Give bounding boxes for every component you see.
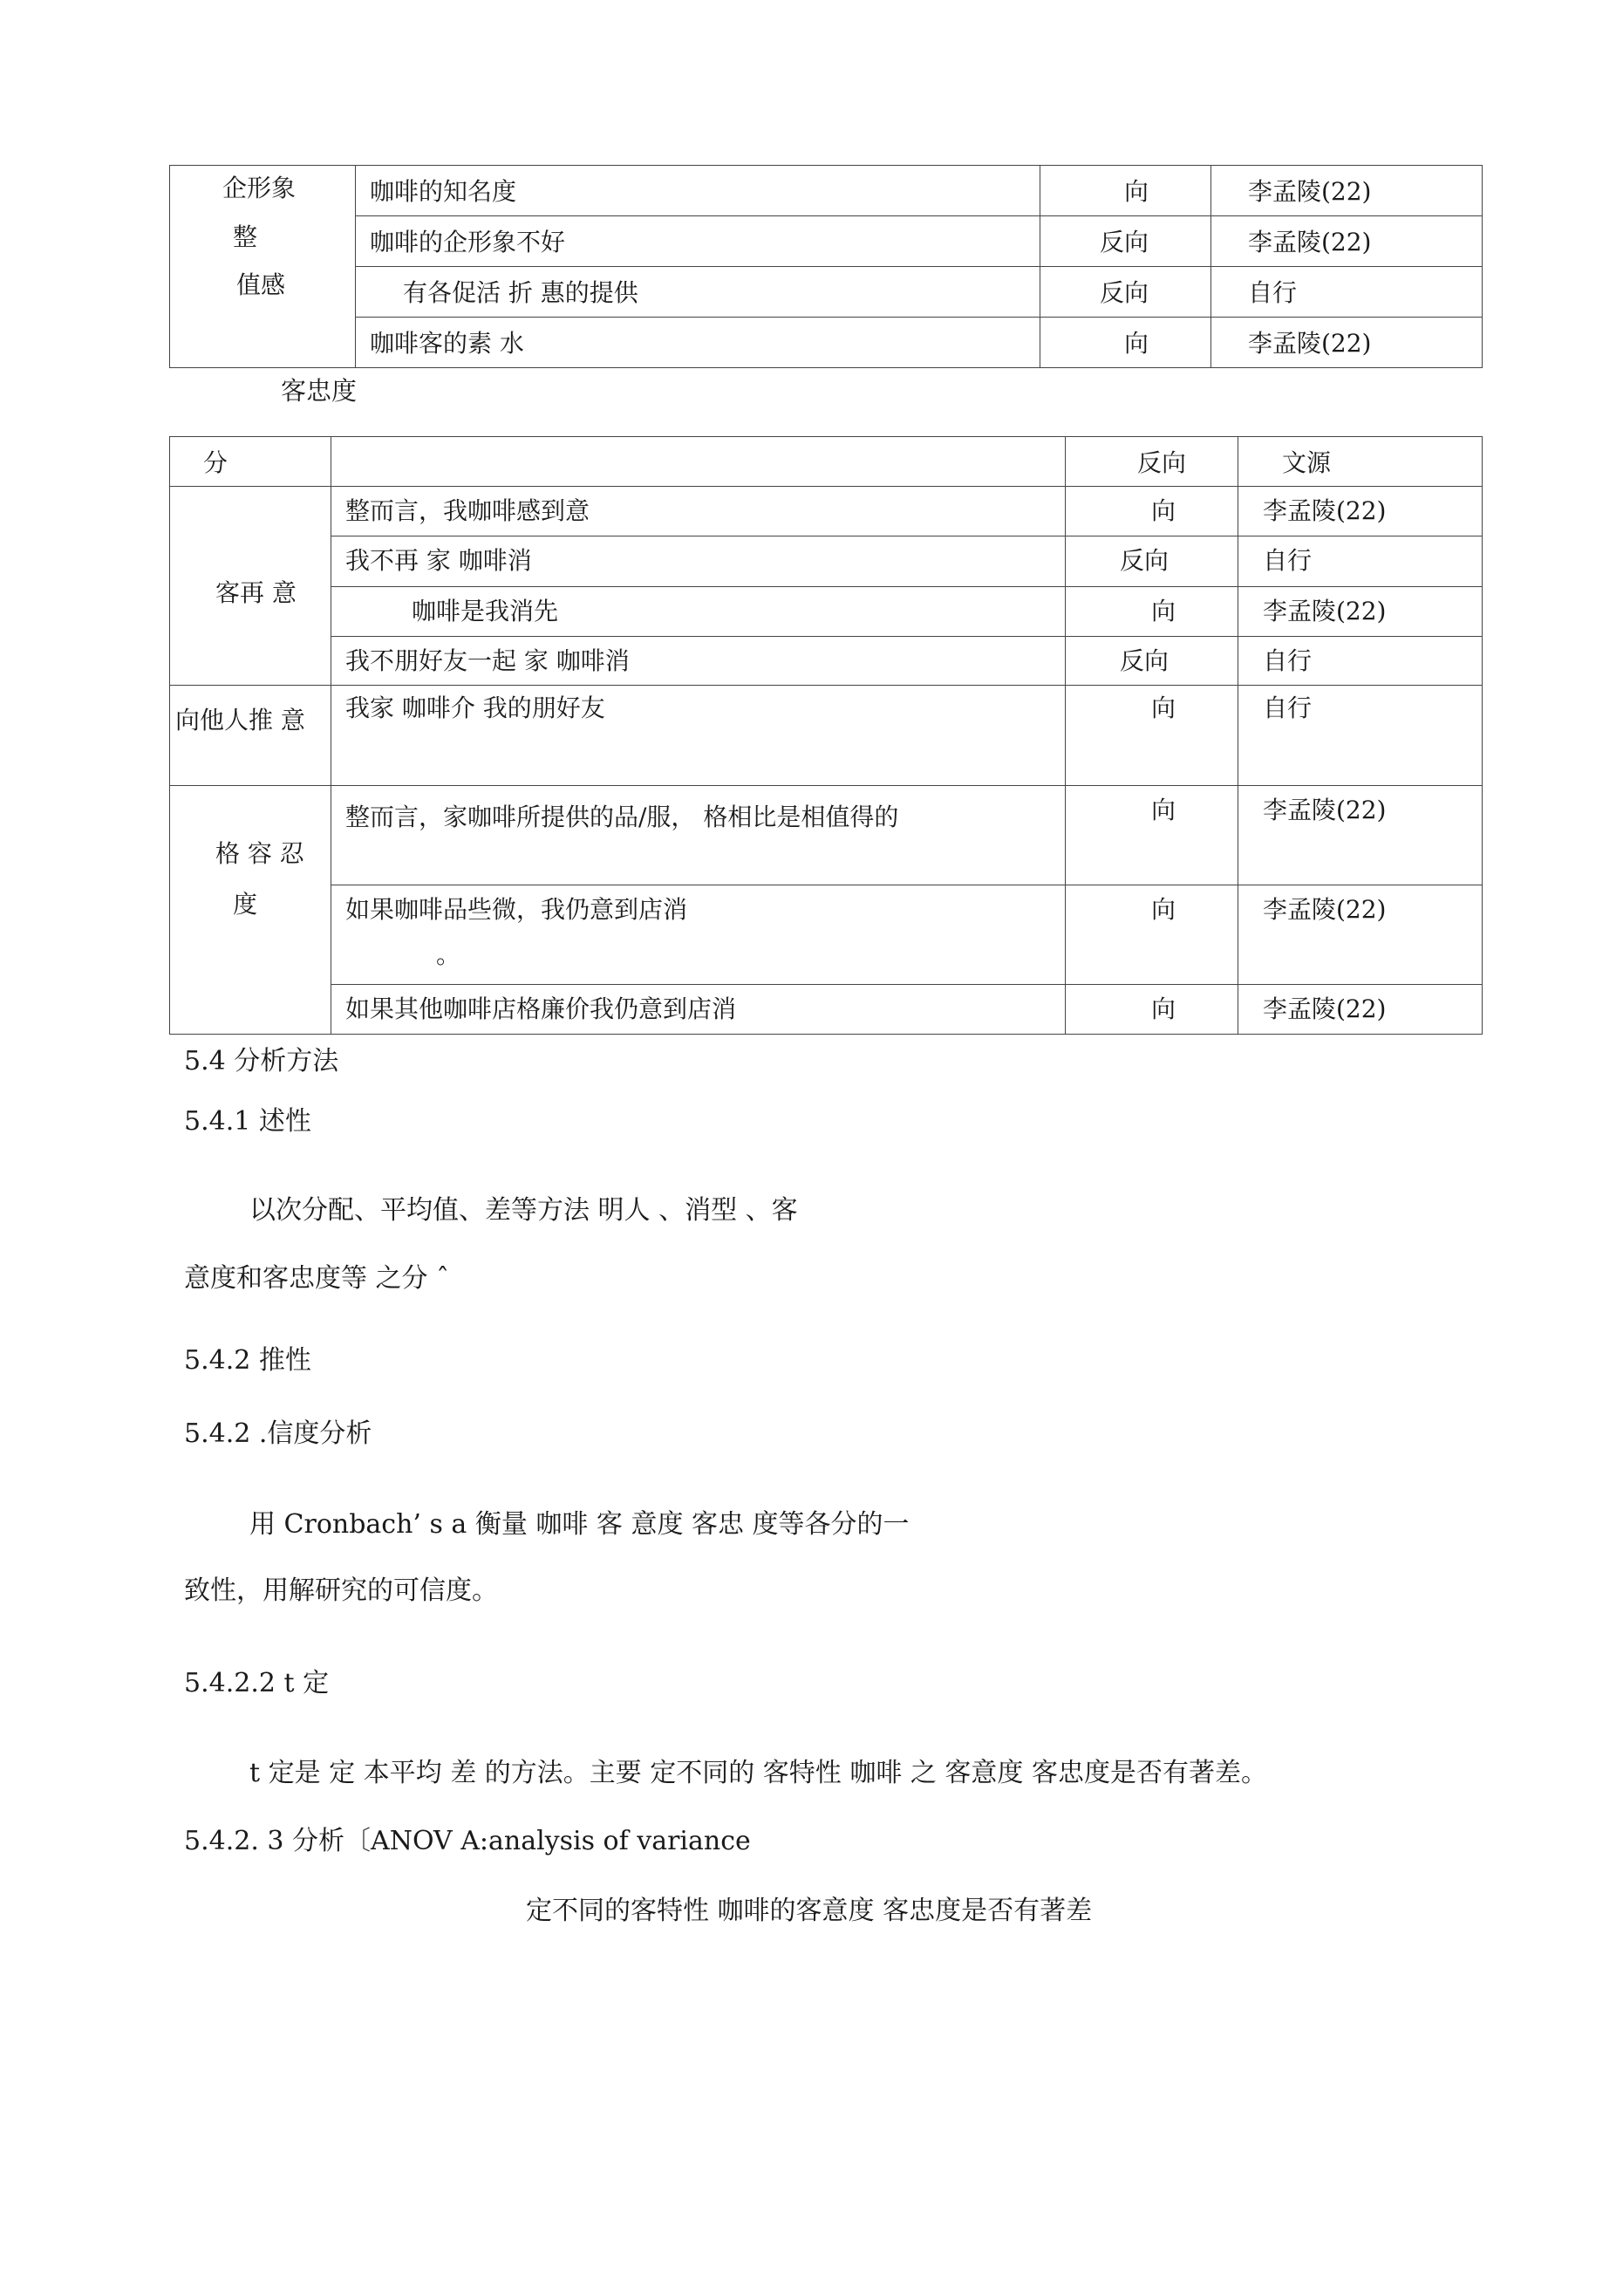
source-text: 李孟陵(22) [1248,177,1372,206]
source-cell [1238,487,1483,536]
source-text: 自行 [1263,694,1313,722]
item-cell [356,318,1040,368]
group-label-line: 值感 [236,270,286,299]
source-text: 自行 [1263,546,1313,575]
source-text: 李孟陵(22) [1263,597,1387,625]
item-cell [331,885,1066,985]
paragraph-line: 用 Cronbach’ s a 衡量 咖啡 客 意度 客忠 度等各分的一 [249,1509,910,1540]
source-text: 李孟陵(22) [1263,796,1387,824]
group-cell [170,166,356,368]
direction-text: 向 [1151,496,1176,525]
direction-cell [1066,985,1238,1035]
loyalty-table [169,436,1483,1035]
item-cell [331,637,1066,686]
item-cell [356,267,1040,318]
header-text: 文源 [1282,448,1332,477]
item-text: 我不朋好友一起 家 咖啡消 [345,646,630,675]
direction-cell [1066,637,1238,686]
direction-cell [1066,536,1238,587]
group-cell [170,686,331,786]
source-cell [1211,216,1483,267]
header-source [1238,437,1483,487]
paragraph-line: 致性，用解研究的可信度。 [184,1575,498,1606]
direction-text: 反向 [1100,228,1149,256]
source-text: 自行 [1248,278,1298,307]
group-cell [170,786,331,1035]
source-text: 李孟陵(22) [1263,994,1387,1023]
group-label: 向他人推 意 [175,706,305,735]
direction-cell [1040,166,1211,216]
direction-text: 向 [1124,329,1149,358]
item-cell [331,487,1066,536]
direction-text: 向 [1124,177,1149,206]
item-text: 我不再 家 咖啡消 [345,546,532,575]
item-text: 整而言，我咖啡感到意 [345,496,590,525]
item-text: 咖啡客的素 水 [370,329,524,358]
direction-text: 向 [1151,597,1176,625]
group-label-line: 度 [233,890,258,919]
direction-cell [1040,216,1211,267]
source-cell [1238,686,1483,786]
source-cell [1238,985,1483,1035]
source-text: 李孟陵(22) [1263,496,1387,525]
source-cell [1211,318,1483,368]
brand-image-table [169,165,1483,368]
item-text: 如果其他咖啡店格廉价我仍意到店消 [345,994,737,1023]
header-dimension [170,437,331,487]
item-cell [331,536,1066,587]
section-heading: 5.4.2.2 t 定 [184,1668,330,1698]
paragraph-line: 以次分配、平均值、差等方法 明人 、消型 、客 [249,1195,798,1226]
section-heading: 5.4.2 .信度分析 [184,1418,372,1449]
direction-text: 反向 [1120,646,1170,675]
item-cell [356,216,1040,267]
item-cell [331,587,1066,637]
source-text: 李孟陵(22) [1263,895,1387,924]
item-cell [331,985,1066,1035]
direction-cell [1040,318,1211,368]
source-text: 自行 [1263,646,1313,675]
source-cell [1238,587,1483,637]
header-item [331,437,1066,487]
group-label-line: 格 容 忍 [215,839,304,868]
source-text: 李孟陵(22) [1248,228,1372,256]
section-heading: 5.4.2 推性 [184,1345,311,1376]
header-direction [1066,437,1238,487]
direction-text: 向 [1151,694,1176,722]
item-text: 有各促活 折 惠的提供 [403,278,638,307]
header-text: 分 [203,448,228,477]
source-cell [1238,885,1483,985]
item-text: 我家 咖啡介 我的朋好友 [345,694,605,722]
section-heading: 5.4.1 述性 [184,1106,311,1137]
direction-text: 向 [1151,796,1176,824]
direction-cell [1040,267,1211,318]
group-label-line: 企形象 [222,174,297,202]
paragraph-line: t 定是 定 本平均 差 的方法。主要 定不同的 客特性 咖啡 之 客意度 客忠度是否有著差。 [249,1758,1267,1788]
direction-cell [1066,587,1238,637]
item-text: 如果咖啡品些微，我仍意到店消 [345,895,688,924]
paragraph-line: 意度和客忠度等 之分 ˆ [184,1263,450,1294]
item-text: 咖啡的知名度 [370,177,517,206]
source-cell [1238,786,1483,885]
group-cell [170,487,331,686]
item-text: 咖啡的企形象不好 [370,228,566,256]
source-cell [1211,166,1483,216]
source-cell [1238,536,1483,587]
source-cell [1238,637,1483,686]
section-heading: 5.4.2. 3 分析〔ANOV A:analysis of variance [184,1826,751,1856]
item-cell [356,166,1040,216]
item-cell [331,686,1066,786]
direction-text: 反向 [1120,546,1170,575]
item-text-continuation: 。 [436,940,461,969]
item-text: 整而言，家咖啡所提供的品/服， 格相比是相值得的 [345,803,899,831]
item-cell [331,786,1066,885]
direction-cell [1066,885,1238,985]
group-label: 客再 意 [215,578,297,607]
table-caption: 客忠度 [281,376,358,406]
direction-text: 反向 [1100,278,1149,307]
paragraph-line: 定不同的客特性 咖啡的客意度 客忠度是否有著差 [526,1896,1093,1926]
direction-cell [1066,487,1238,536]
direction-text: 向 [1151,994,1176,1023]
source-text: 李孟陵(22) [1248,329,1372,358]
source-cell [1211,267,1483,318]
direction-text: 向 [1151,895,1176,924]
section-heading: 5.4 分析方法 [184,1046,339,1076]
item-text: 咖啡是我消先 [412,597,559,625]
direction-cell [1066,686,1238,786]
group-label-line: 整 [233,222,258,251]
header-text: 反向 [1137,448,1187,477]
direction-cell [1066,786,1238,885]
